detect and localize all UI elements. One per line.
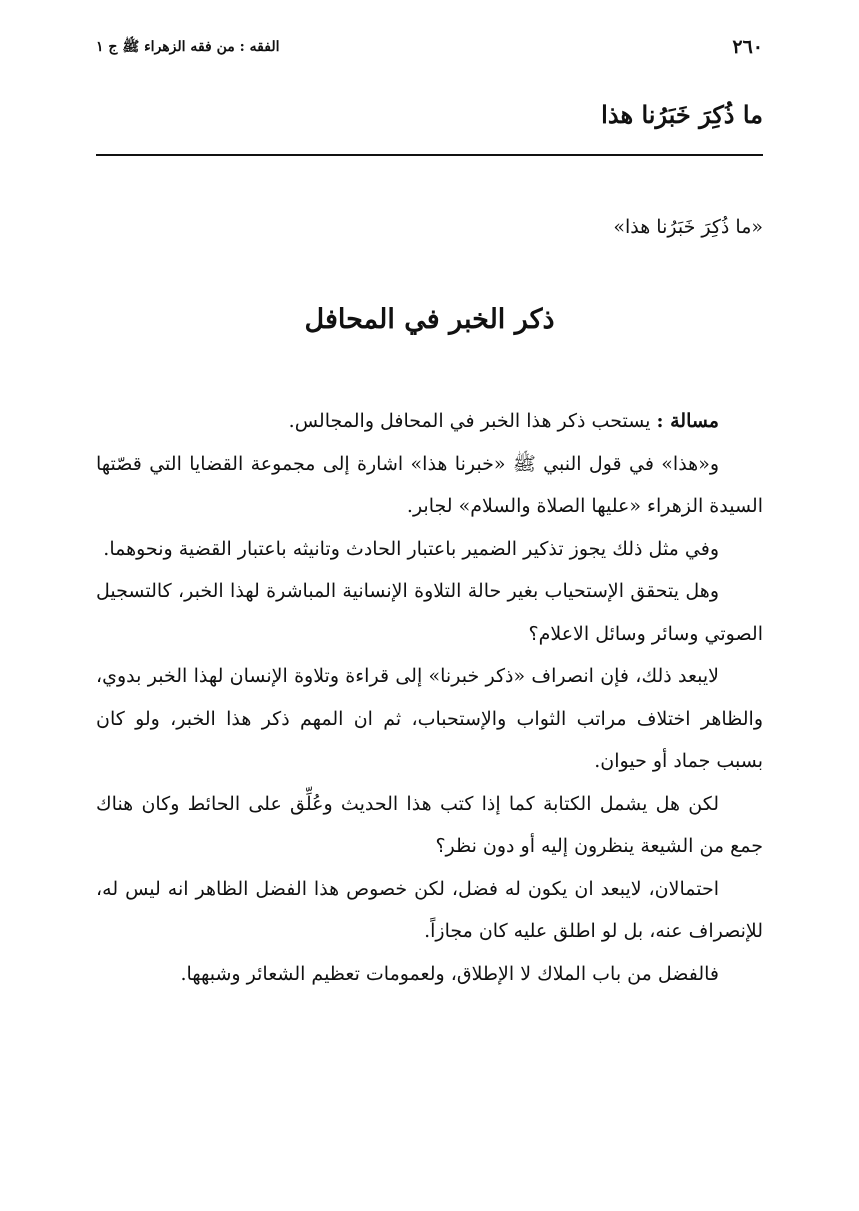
body-text <box>96 400 763 995</box>
paragraph-text: يستحب ذكر هذا الخبر في المحافل والمجالس. <box>288 410 657 432</box>
paragraph <box>96 443 763 528</box>
paragraph <box>96 655 763 783</box>
paragraph <box>96 528 763 571</box>
paragraph-text: وفي مثل ذلك يجوز تذكير الضمير باعتبار الحادث وتانيثه باعتبار القضية ونحوهما. <box>103 537 719 560</box>
paragraph <box>96 953 763 996</box>
paragraph-lead: مسالة : <box>656 410 719 432</box>
title-rule <box>96 154 763 156</box>
section-heading: ذكر الخبر في المحافل <box>304 304 555 335</box>
paragraph-text: فالفضل من باب الملاك لا الإطلاق، ولعمومات تعظيم الشعائر وشبهها. <box>180 962 719 985</box>
paragraph-text: وهل يتحقق الإستحياب بغير حالة التلاوة الإنسانية المباشرة لهذا الخبر، كالتسجيل الصوتي وسائر وسائل الاعلام؟ <box>96 580 763 645</box>
book-title: الفقه : من فقه الزهراء ﷺ ج ١ <box>96 39 280 55</box>
paragraph-text: احتمالان، لايبعد ان يكون له فضل، لكن خصوص هذا الفضل الظاهر انه ليس له، للإنصراف عنه، بل لو اطلق عليه كان مجازاً. <box>96 877 763 942</box>
paragraph <box>96 570 763 655</box>
paragraph <box>96 868 763 953</box>
running-header <box>96 36 763 60</box>
paragraph <box>96 783 763 868</box>
page-number: ٢٦٠ <box>732 36 763 58</box>
quote-title: «ما ذُكِرَ خَبَرُنا هذا» <box>613 216 763 238</box>
paragraph <box>96 400 763 443</box>
paragraph-text: و«هذا» في قول النبي ﷺ «خبرنا هذا» اشارة إلى مجموعة القضايا التي قصّتها السيدة الزهراء «عليها الصلاة والسلام» لجابر. <box>96 452 763 517</box>
paragraph-text: لايبعد ذلك، فإن انصراف «ذكر خبرنا» إلى قراءة وتلاوة الإنسان لهذا الخبر بدوي، والظاهر اختلاف مراتب الثواب والإستحباب، ثم ان المهم ذكر هذا الخبر، ولو كان بسبب جماد أو حيوان. <box>96 665 763 772</box>
chapter-title: ما ذُكِرَ خَبَرُنا هذا <box>601 100 763 129</box>
paragraph-text: لكن هل يشمل الكتابة كما إذا كتب هذا الحديث وعُلِّق على الحائط وكان هناك جمع من الشيعة ينظرون إليه أو دون نظر؟ <box>96 792 763 857</box>
